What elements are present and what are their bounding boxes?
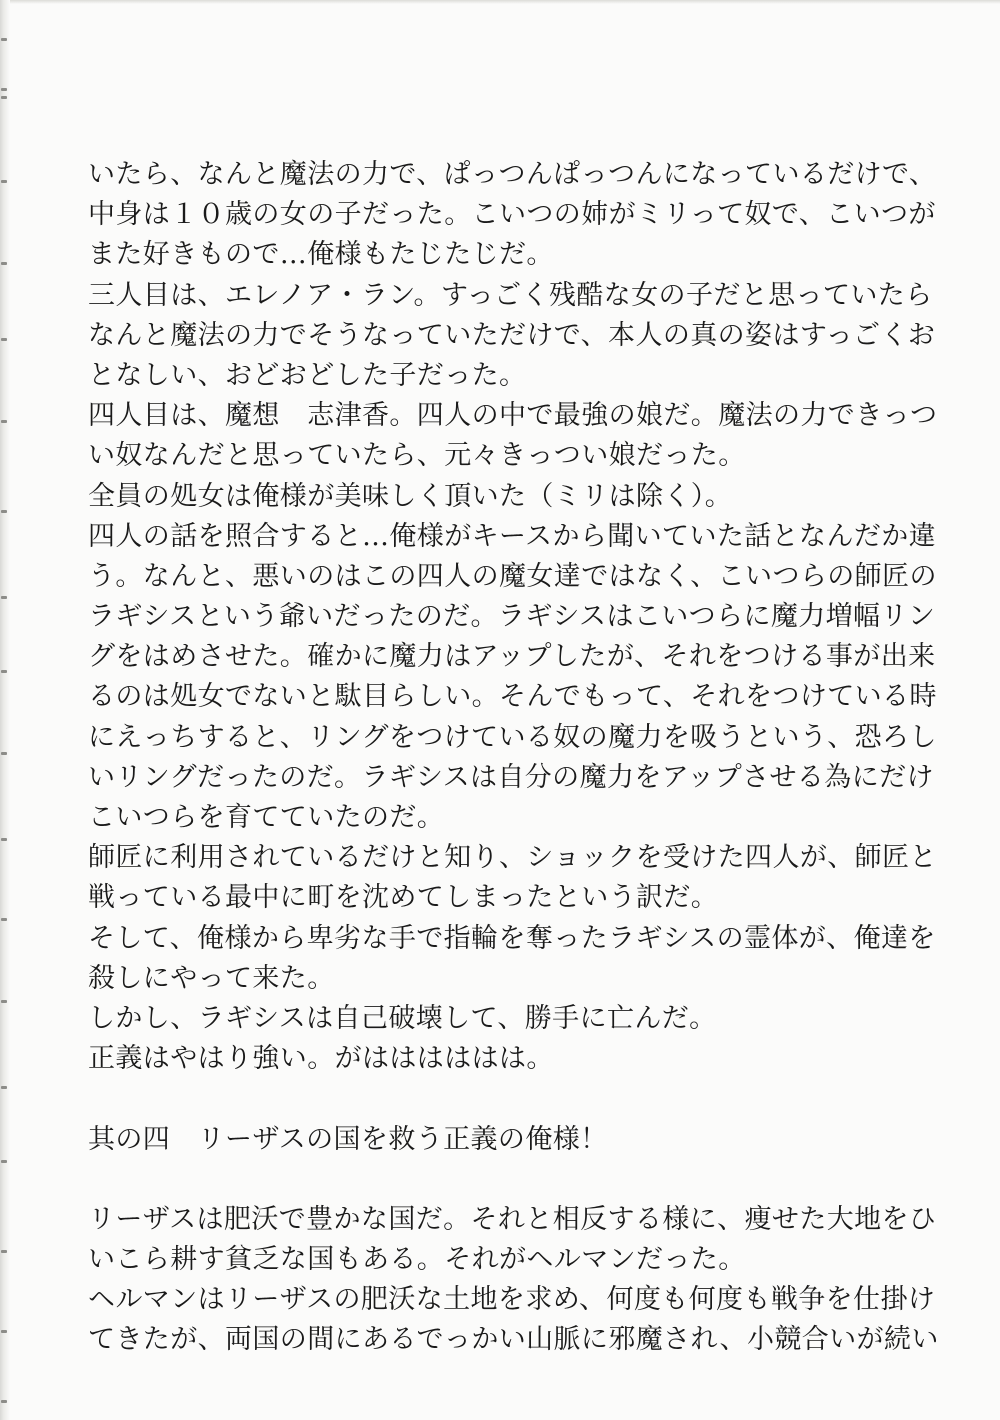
text-line: 四人目は、魔想 志津香。四人の中で最強の娘だ。魔法の力できっつ [88,400,938,432]
text-line: 四人の話を照合すると…俺様がキースから聞いていた話となんだか違 [88,520,937,552]
text-line: ヘルマンはリーザスの肥沃な土地を求め、何度も何度も戦争を仕掛け [88,1284,936,1316]
text-line: 中身は１０歳の女の子だった。こいつの姉がミリって奴で、こいつが [88,199,936,231]
text-line: 師匠に利用されているだけと知り、ショックを受けた四人が、師匠と [88,842,937,874]
text-line: う。なんと、悪いのはこの四人の魔女達ではなく、こいつらの師匠の [88,560,937,592]
text-line: いリングだったのだ。ラギシスは自分の魔力をアップさせる為にだけ [88,761,934,793]
text-line: そして、俺様から卑劣な手で指輪を奪ったラギシスの霊体が、俺達を [88,922,936,954]
text-line: となしい、おどおどした子だった。 [88,359,527,391]
text-line: い奴なんだと思っていたら、元々きっつい娘だった。 [88,440,746,472]
page-binding-edge [0,0,10,1420]
text-line: リーザスは肥沃で豊かな国だ。それと相反する様に、痩せた大地をひ [88,1203,937,1235]
text-line: てきたが、両国の間にあるでっかい山脈に邪魔され、小競合いが続い [88,1324,939,1356]
text-line: いこら耕す貧乏な国もある。それがヘルマンだった。 [88,1244,746,1276]
text-line: ラギシスという爺いだったのだ。ラギシスはこいつらに魔力増幅リン [88,601,936,633]
text-line: るのは処女でないと駄目らしい。そんでもって、それをつけている時 [88,681,937,713]
text-line: 戦っている最中に町を沈めてしまったという訳だ。 [88,882,719,914]
page-top-edge [0,0,1000,4]
text-line: いたら、なんと魔法の力で、ぱっつんぱっつんになっているだけで、 [88,159,937,190]
text-line: にえっちすると、リングをつけている奴の魔力を吸うという、恐ろし [88,721,937,753]
body-text [88,155,939,1361]
text-line: 三人目は、エレノア・ラン。すっごく残酷な女の子だと思っていたら [88,279,933,311]
section-heading: 其の四 リーザスの国を救う正義の俺様！ [88,1123,608,1155]
text-line: 殺しにやって来た。 [88,962,335,994]
text-line: こいつらを育てていたのだ。 [88,802,445,833]
text-line: なんと魔法の力でそうなっていただけで、本人の真の姿はすっごくお [88,319,936,351]
text-line: しかし、ラギシスは自己破壊して、勝手に亡んだ。 [88,1002,717,1034]
text-line: また好きもので…俺様もたじたじだ。 [88,239,554,271]
text-line: グをはめさせた。確かに魔力はアップしたが、それをつける事が出来 [88,641,936,673]
text-line: 正義はやはり強い。がはははははは。 [88,1043,554,1075]
blank-line [88,1160,918,1200]
text-line: 全員の処女は俺様が美味しく頂いた（ミリは除く）。 [88,480,733,512]
blank-line [88,1079,918,1119]
